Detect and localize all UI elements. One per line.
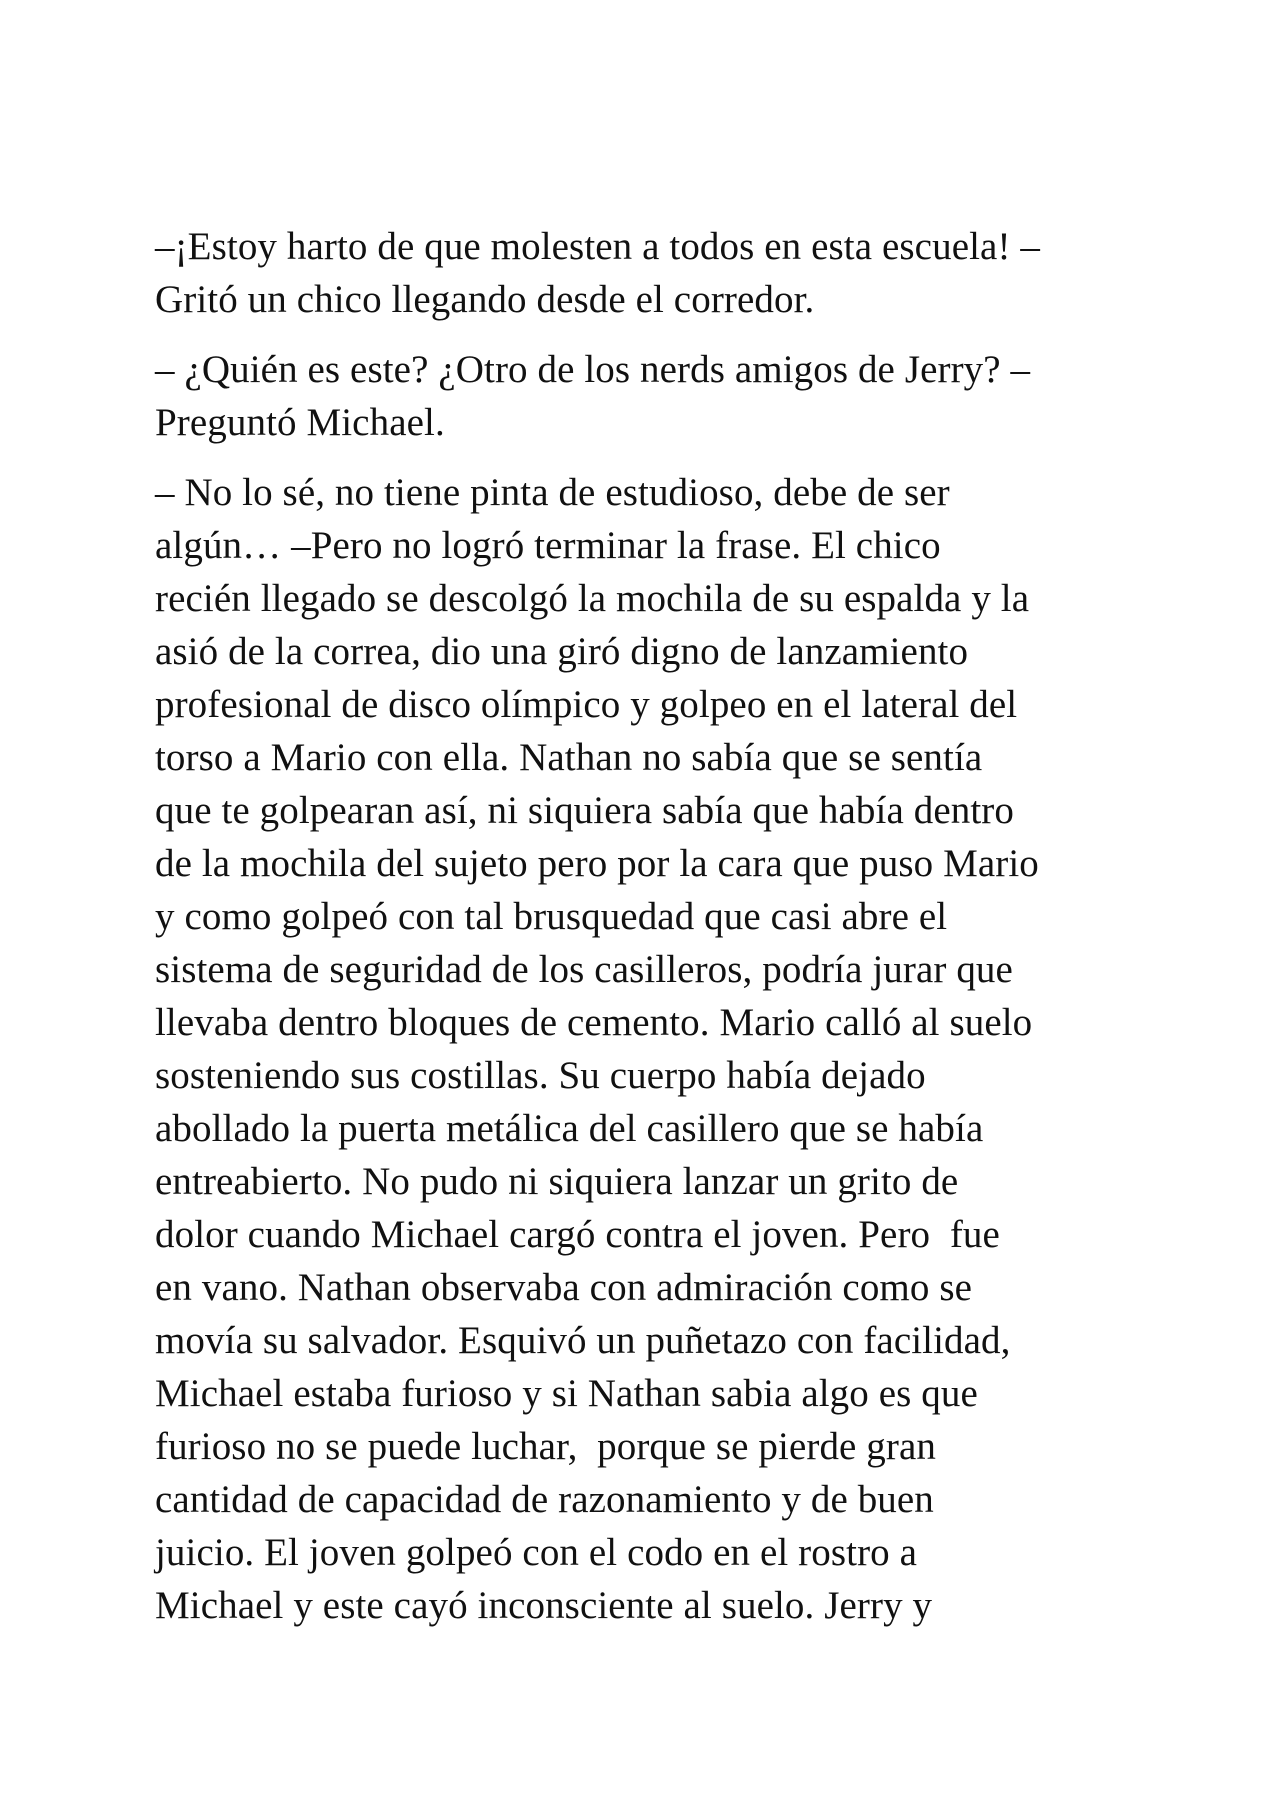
- text-line: de la mochila del sujeto pero por la cara que puso Mario: [155, 842, 1039, 885]
- paragraph-spacer: [155, 326, 1155, 343]
- paragraph-spacer: [155, 449, 1155, 466]
- paragraph-1: [155, 220, 1155, 326]
- text-line: asió de la correa, dio una giró digno de lanzamiento: [155, 630, 969, 673]
- text-line: llevaba dentro bloques de cemento. Mario calló al suelo: [155, 1001, 1033, 1044]
- paragraph-3: [155, 466, 1155, 1632]
- text-line: movía su salvador. Esquivó un puñetazo con facilidad,: [155, 1319, 1011, 1362]
- text-line: que te golpearan así, ni siquiera sabía que había dentro: [155, 789, 1014, 832]
- text-line: cantidad de capacidad de razonamiento y de buen: [155, 1478, 934, 1521]
- text-line: – No lo sé, no tiene pinta de estudioso, debe de ser: [155, 471, 950, 514]
- text-line: torso a Mario con ella. Nathan no sabía que se sentía: [155, 736, 983, 779]
- text-line: –¡Estoy harto de que molesten a todos en esta escuela! –: [155, 225, 1040, 268]
- text-line: Michael y este cayó inconsciente al suelo. Jerry y: [155, 1584, 933, 1627]
- text-line: sistema de seguridad de los casilleros, podría jurar que: [155, 948, 1013, 991]
- text-line: en vano. Nathan observaba con admiración como se: [155, 1266, 973, 1309]
- text-line: recién llegado se descolgó la mochila de su espalda y la: [155, 577, 1030, 620]
- text-line: dolor cuando Michael cargó contra el joven. Pero fue: [155, 1213, 1000, 1256]
- text-line: Michael estaba furioso y si Nathan sabia algo es que: [155, 1372, 978, 1415]
- text-line: Preguntó Michael.: [155, 401, 445, 444]
- text-line: y como golpeó con tal brusquedad que casi abre el: [155, 895, 948, 938]
- body-text: [155, 220, 1155, 1632]
- text-line: sosteniendo sus costillas. Su cuerpo había dejado: [155, 1054, 926, 1097]
- text-line: entreabierto. No pudo ni siquiera lanzar un grito de: [155, 1160, 959, 1203]
- text-line: – ¿Quién es este? ¿Otro de los nerds amigos de Jerry? –: [155, 348, 1031, 391]
- text-line: juicio. El joven golpeó con el codo en el rostro a: [155, 1531, 918, 1574]
- text-line: furioso no se puede luchar, porque se pierde gran: [155, 1425, 937, 1468]
- paragraph-2: [155, 343, 1155, 449]
- text-line: Gritó un chico llegando desde el corredor.: [155, 278, 815, 321]
- text-line: profesional de disco olímpico y golpeo en el lateral del: [155, 683, 1018, 726]
- text-line: algún… –Pero no logró terminar la frase. El chico: [155, 524, 941, 567]
- text-line: abollado la puerta metálica del casillero que se había: [155, 1107, 984, 1150]
